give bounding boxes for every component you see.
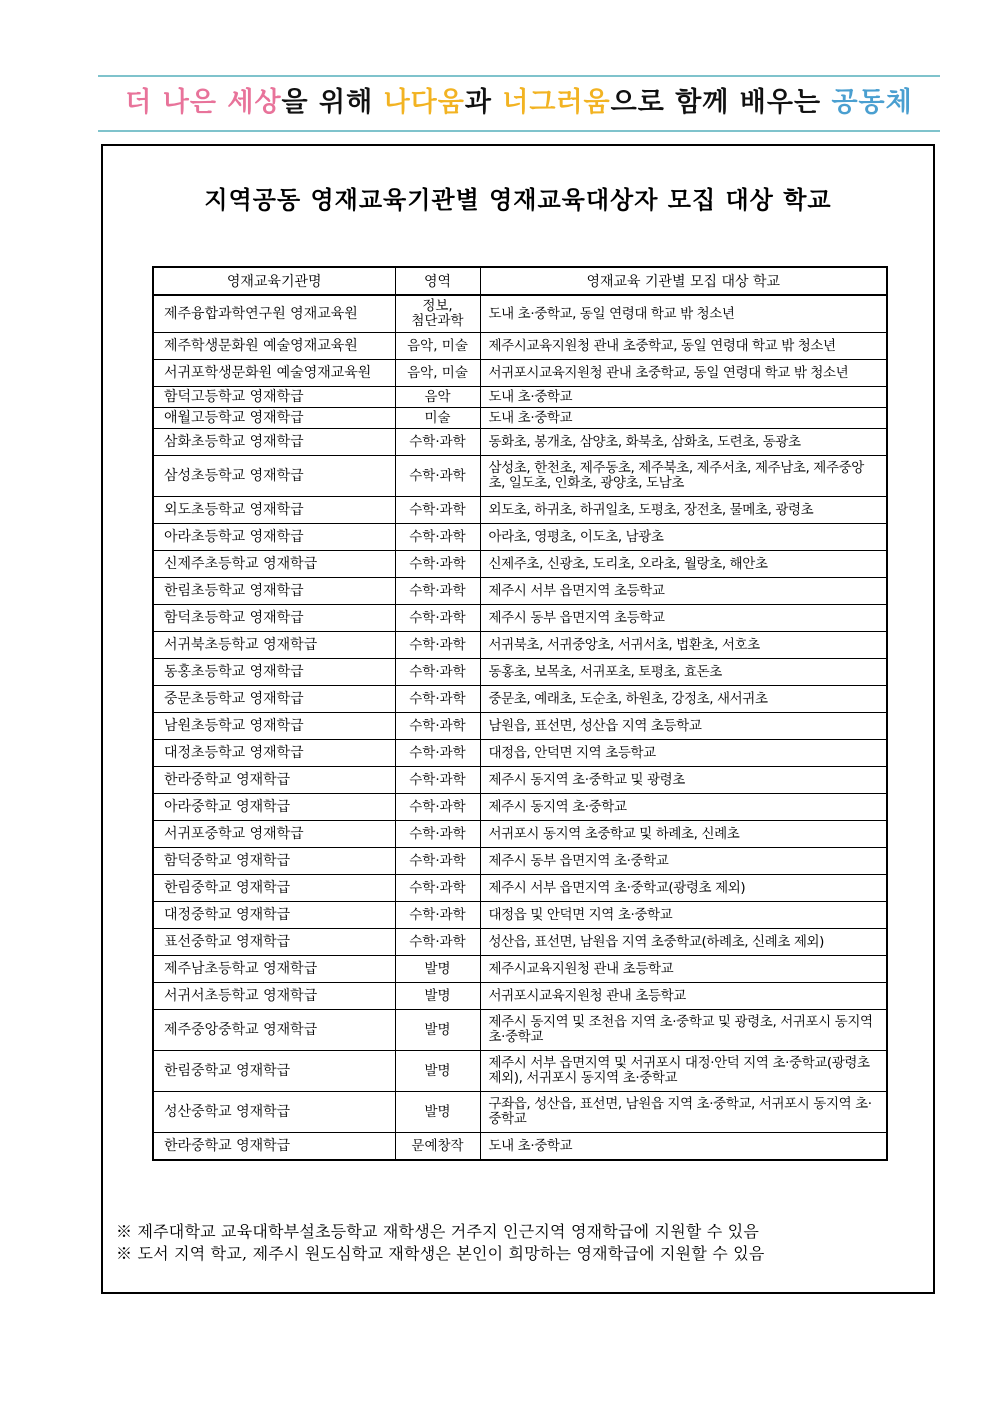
schools-cell: 제주시 서부 읍면지역 및 서귀포시 대정·안덕 지역 초·중학교(광령초 제외), 서귀포시 동지역 초·중학교 [480, 1051, 887, 1092]
area-cell: 발명 [395, 1051, 480, 1092]
note-line: ※ 제주대학교 교육대학부설초등학교 재학생은 거주지 인근지역 영재학급에 지원할 수 있음 [116, 1222, 760, 1241]
schools-cell: 구좌읍, 성산읍, 표선면, 남원읍 지역 초·중학교, 서귀포시 동지역 초·중학교 [480, 1092, 887, 1133]
table-row [153, 295, 887, 333]
institution-cell: 함덕중학교 영재학급 [153, 848, 395, 875]
schools-cell: 도내 초·중학교 [480, 1133, 887, 1161]
area-cell: 음악 [395, 387, 480, 408]
table-row [153, 497, 887, 524]
area-cell: 수학·과학 [395, 902, 480, 929]
table-row [153, 456, 887, 497]
schools-table [152, 266, 888, 1161]
area-cell: 발명 [395, 983, 480, 1010]
area-cell: 수학·과학 [395, 686, 480, 713]
schools-cell: 동홍초, 보목초, 서귀포초, 토평초, 효돈초 [480, 659, 887, 686]
area-cell: 수학·과학 [395, 578, 480, 605]
area-cell: 수학·과학 [395, 713, 480, 740]
schools-cell: 서귀북초, 서귀중앙초, 서귀서초, 법환초, 서호초 [480, 632, 887, 659]
schools-cell: 제주시 동지역 초·중학교 및 광령초 [480, 767, 887, 794]
area-cell: 음악, 미술 [395, 360, 480, 387]
schools-cell: 삼성초, 한천초, 제주동초, 제주북초, 제주서초, 제주남초, 제주중앙초, 일도초, 인화초, 광양초, 도남초 [480, 456, 887, 497]
schools-cell: 제주시 서부 읍면지역 초등학교 [480, 578, 887, 605]
institution-cell: 삼성초등학교 영재학급 [153, 456, 395, 497]
motto-segment: 세상 [227, 87, 282, 118]
note-line: ※ 도서 지역 학교, 제주시 원도심학교 재학생은 본인이 희망하는 영재학급에 지원할 수 있음 [116, 1244, 765, 1263]
area-cell: 문예창작 [395, 1133, 480, 1161]
table-row [153, 659, 887, 686]
schools-cell: 서귀포시교육지원청 관내 초중학교, 동일 연령대 학교 밖 청소년 [480, 360, 887, 387]
schools-cell: 동화초, 봉개초, 삼양초, 화북초, 삼화초, 도련초, 동광초 [480, 429, 887, 456]
table-row [153, 983, 887, 1010]
area-cell: 수학·과학 [395, 659, 480, 686]
area-cell: 수학·과학 [395, 794, 480, 821]
header-schools: 영재교육 기관별 모집 대상 학교 [480, 267, 887, 295]
institution-cell: 아라중학교 영재학급 [153, 794, 395, 821]
schools-cell: 대정읍, 안덕면 지역 초등학교 [480, 740, 887, 767]
motto-segment: 더 [125, 87, 163, 118]
institution-cell: 아라초등학교 영재학급 [153, 524, 395, 551]
area-cell: 발명 [395, 1092, 480, 1133]
table-row [153, 929, 887, 956]
institution-cell: 서귀서초등학교 영재학급 [153, 983, 395, 1010]
institution-cell: 한림초등학교 영재학급 [153, 578, 395, 605]
institution-cell: 서귀포중학교 영재학급 [153, 821, 395, 848]
table-row [153, 578, 887, 605]
table-row [153, 956, 887, 983]
header-area: 영역 [395, 267, 480, 295]
area-cell: 발명 [395, 1010, 480, 1051]
document-title: 지역공동 영재교육기관별 영재교육대상자 모집 대상 학교 [204, 185, 832, 214]
area-cell: 수학·과학 [395, 605, 480, 632]
area-cell: 정보, 첨단과학 [395, 295, 480, 333]
table-row [153, 360, 887, 387]
schools-cell: 제주시 동부 읍면지역 초등학교 [480, 605, 887, 632]
area-cell: 수학·과학 [395, 929, 480, 956]
area-cell: 수학·과학 [395, 767, 480, 794]
schools-cell: 아라초, 영평초, 이도초, 남광초 [480, 524, 887, 551]
institution-cell: 중문초등학교 영재학급 [153, 686, 395, 713]
schools-cell: 도내 초·중학교, 동일 연령대 학교 밖 청소년 [480, 295, 887, 333]
institution-cell: 표선중학교 영재학급 [153, 929, 395, 956]
motto-segment: 나다움 [383, 87, 465, 118]
schools-cell: 제주시 동지역 초·중학교 [480, 794, 887, 821]
motto-segment: 함께 배우는 [675, 87, 832, 118]
area-cell: 미술 [395, 408, 480, 429]
table-row [153, 387, 887, 408]
table-row [153, 429, 887, 456]
area-cell: 수학·과학 [395, 740, 480, 767]
schools-cell: 서귀포시교육지원청 관내 초등학교 [480, 983, 887, 1010]
area-cell: 수학·과학 [395, 875, 480, 902]
area-cell: 음악, 미술 [395, 333, 480, 360]
table-row [153, 1010, 887, 1051]
area-cell: 수학·과학 [395, 551, 480, 578]
area-cell: 발명 [395, 956, 480, 983]
institution-cell: 외도초등학교 영재학급 [153, 497, 395, 524]
institution-cell: 제주남초등학교 영재학급 [153, 956, 395, 983]
area-cell: 수학·과학 [395, 524, 480, 551]
area-cell: 수학·과학 [395, 429, 480, 456]
schools-cell: 제주시 서부 읍면지역 초·중학교(광령초 제외) [480, 875, 887, 902]
institution-cell: 제주융합과학연구원 영재교육원 [153, 295, 395, 333]
table-row [153, 767, 887, 794]
institution-cell: 함덕초등학교 영재학급 [153, 605, 395, 632]
schools-cell: 제주시 동부 읍면지역 초·중학교 [480, 848, 887, 875]
institution-cell: 제주학생문화원 예술영재교육원 [153, 333, 395, 360]
table-row [153, 686, 887, 713]
table-row [153, 794, 887, 821]
schools-cell: 신제주초, 신광초, 도리초, 오라초, 월랑초, 해안초 [480, 551, 887, 578]
table-row [153, 902, 887, 929]
schools-cell: 도내 초·중학교 [480, 387, 887, 408]
area-cell: 수학·과학 [395, 632, 480, 659]
schools-cell: 외도초, 하귀초, 하귀일초, 도평초, 장전초, 물메초, 광령초 [480, 497, 887, 524]
institution-cell: 서귀북초등학교 영재학급 [153, 632, 395, 659]
schools-cell: 중문초, 예래초, 도순초, 하원초, 강정초, 새서귀초 [480, 686, 887, 713]
schools-cell: 대정읍 및 안덕면 지역 초·중학교 [480, 902, 887, 929]
schools-cell: 제주시교육지원청 관내 초등학교 [480, 956, 887, 983]
motto-segment: 을 위해 [281, 87, 384, 118]
table-row [153, 551, 887, 578]
institution-cell: 남원초등학교 영재학급 [153, 713, 395, 740]
motto-segment: 공동체 [831, 87, 913, 118]
area-cell: 수학·과학 [395, 848, 480, 875]
table-row [153, 605, 887, 632]
table-row [153, 333, 887, 360]
table-header-row [153, 267, 887, 295]
institution-cell: 삼화초등학교 영재학급 [153, 429, 395, 456]
motto-segment: 나은 [162, 87, 228, 118]
table-row [153, 713, 887, 740]
institution-cell: 한림중학교 영재학급 [153, 875, 395, 902]
table-row [153, 632, 887, 659]
area-cell: 수학·과학 [395, 821, 480, 848]
institution-cell: 대정초등학교 영재학급 [153, 740, 395, 767]
schools-cell: 제주시 동지역 및 조천읍 지역 초·중학교 및 광령초, 서귀포시 동지역 초·중학교 [480, 1010, 887, 1051]
table-row [153, 408, 887, 429]
institution-cell: 애월고등학교 영재학급 [153, 408, 395, 429]
institution-cell: 제주중앙중학교 영재학급 [153, 1010, 395, 1051]
table-row [153, 740, 887, 767]
motto-banner [98, 80, 940, 126]
schools-cell: 성산읍, 표선면, 남원읍 지역 초중학교(하례초, 신례초 제외) [480, 929, 887, 956]
header-institution: 영재교육기관명 [153, 267, 395, 295]
table-row [153, 524, 887, 551]
table-row [153, 1133, 887, 1161]
institution-cell: 한림중학교 영재학급 [153, 1051, 395, 1092]
institution-cell: 성산중학교 영재학급 [153, 1092, 395, 1133]
institution-cell: 동홍초등학교 영재학급 [153, 659, 395, 686]
table-row [153, 875, 887, 902]
schools-cell: 제주시교육지원청 관내 초중학교, 동일 연령대 학교 밖 청소년 [480, 333, 887, 360]
area-cell: 수학·과학 [395, 456, 480, 497]
institution-cell: 한라중학교 영재학급 [153, 1133, 395, 1161]
motto-segment: 으로 [610, 87, 676, 118]
motto-segment: 너그러움 [502, 87, 611, 118]
table-row [153, 821, 887, 848]
motto-segment: 과 [464, 87, 503, 118]
table-row [153, 1051, 887, 1092]
institution-cell: 한라중학교 영재학급 [153, 767, 395, 794]
institution-cell: 서귀포학생문화원 예술영재교육원 [153, 360, 395, 387]
motto-bottom-rule [98, 130, 940, 132]
institution-cell: 대정중학교 영재학급 [153, 902, 395, 929]
institution-cell: 신제주초등학교 영재학급 [153, 551, 395, 578]
schools-cell: 서귀포시 동지역 초중학교 및 하례초, 신례초 [480, 821, 887, 848]
area-cell: 수학·과학 [395, 497, 480, 524]
schools-cell: 도내 초·중학교 [480, 408, 887, 429]
table-row [153, 848, 887, 875]
table-row [153, 1092, 887, 1133]
motto-top-rule [98, 75, 940, 77]
notes [116, 1221, 928, 1265]
schools-cell: 남원읍, 표선면, 성산읍 지역 초등학교 [480, 713, 887, 740]
institution-cell: 함덕고등학교 영재학급 [153, 387, 395, 408]
